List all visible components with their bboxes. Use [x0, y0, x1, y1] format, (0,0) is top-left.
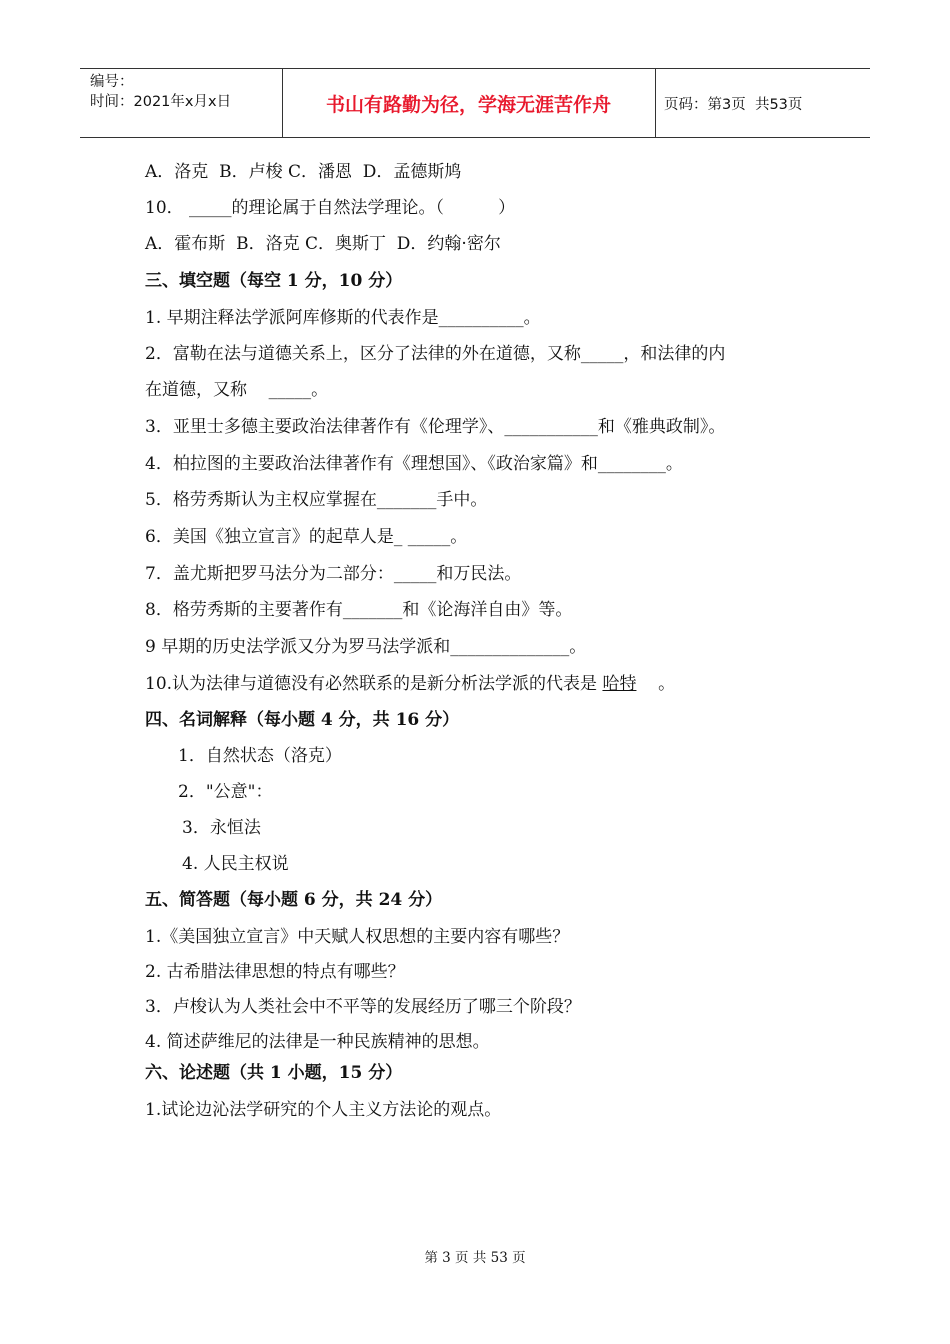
time-label: 时间：2021年x月x日 [90, 94, 232, 110]
fill-blank-q10 [145, 673, 675, 695]
term-1: 1．自然状态（洛克） [178, 746, 342, 766]
section-essay-heading: 六、论述题（共 1 小题，15 分） [145, 1063, 403, 1083]
section-fill-blank-heading: 三、填空题（每空 1 分，10 分） [145, 271, 403, 291]
fill-blank-q10-suffix: 。 [636, 674, 676, 694]
fill-blank-q10-answer: 哈特 [602, 674, 637, 694]
short-answer-q4: 4. 简述萨维尼的法律是一种民族精神的思想。 [145, 1032, 490, 1052]
fill-blank-q7: 7．盖尤斯把罗马法分为二部分：_____和万民法。 [145, 564, 522, 584]
fill-blank-q3: 3．亚里士多德主要政治法律著作有《伦理学》、___________和《雅典政制》。 [145, 417, 726, 437]
header-page-info: 页码：第3页 共53页 [664, 96, 803, 113]
fill-blank-q2-cont: 在道德，又称 _____。 [145, 380, 329, 400]
choice-options-9: A．洛克 B．卢梭 C．潘恩 D．孟德斯鸠 [145, 162, 462, 182]
header-divider [655, 69, 656, 137]
term-3: 3．永恒法 [182, 818, 261, 838]
question-10: 10． _____的理论属于自然法学理论。（ ） [145, 198, 516, 218]
short-answer-q3: 3．卢梭认为人类社会中不平等的发展经历了哪三个阶段？ [145, 997, 581, 1017]
fill-blank-q4: 4．柏拉图的主要政治法律著作有《理想国》、《政治家篇》和________。 [145, 454, 683, 474]
header-motto: 书山有路勤为径，学海无涯苦作舟 [325, 93, 611, 116]
fill-blank-q10-text: 10.认为法律与道德没有必然联系的是新分析法学派的代表是 [145, 674, 603, 694]
fill-blank-q5: 5．格劳秀斯认为主权应掌握在_______手中。 [145, 490, 488, 510]
page-footer: 第 3 页 共 53 页 [424, 1250, 526, 1266]
page-header [80, 68, 870, 138]
short-answer-q2: 2. 古希腊法律思想的特点有哪些？ [145, 962, 405, 982]
essay-q1: 1.试论边沁法学研究的个人主义方法论的观点。 [145, 1100, 502, 1120]
number-label: 编号： [90, 74, 134, 90]
fill-blank-q9: 9 早期的历史法学派又分为罗马法学派和______________。 [145, 637, 587, 657]
fill-blank-q8: 8．格劳秀斯的主要著作有_______和《论海洋自由》等。 [145, 600, 573, 620]
header-meta [90, 72, 231, 112]
fill-blank-q1: 1. 早期注释法学派阿库修斯的代表作是__________。 [145, 308, 541, 328]
choice-options-10: A．霍布斯 B．洛克 C．奥斯丁 D．约翰·密尔 [145, 234, 501, 254]
section-short-answer-heading: 五、简答题（每小题 6 分，共 24 分） [145, 890, 443, 910]
term-2: 2．"公意"： [178, 782, 273, 802]
short-answer-q1: 1.《美国独立宣言》中天赋人权思想的主要内容有哪些？ [145, 927, 570, 947]
term-4: 4. 人民主权说 [182, 854, 289, 874]
fill-blank-q2: 2．富勒在法与道德关系上，区分了法律的外在道德，又称_____，和法律的内 [145, 344, 726, 364]
fill-blank-q6: 6．美国《独立宣言》的起草人是_ _____。 [145, 527, 468, 547]
section-terms-heading: 四、名词解释（每小题 4 分，共 16 分） [145, 710, 460, 730]
